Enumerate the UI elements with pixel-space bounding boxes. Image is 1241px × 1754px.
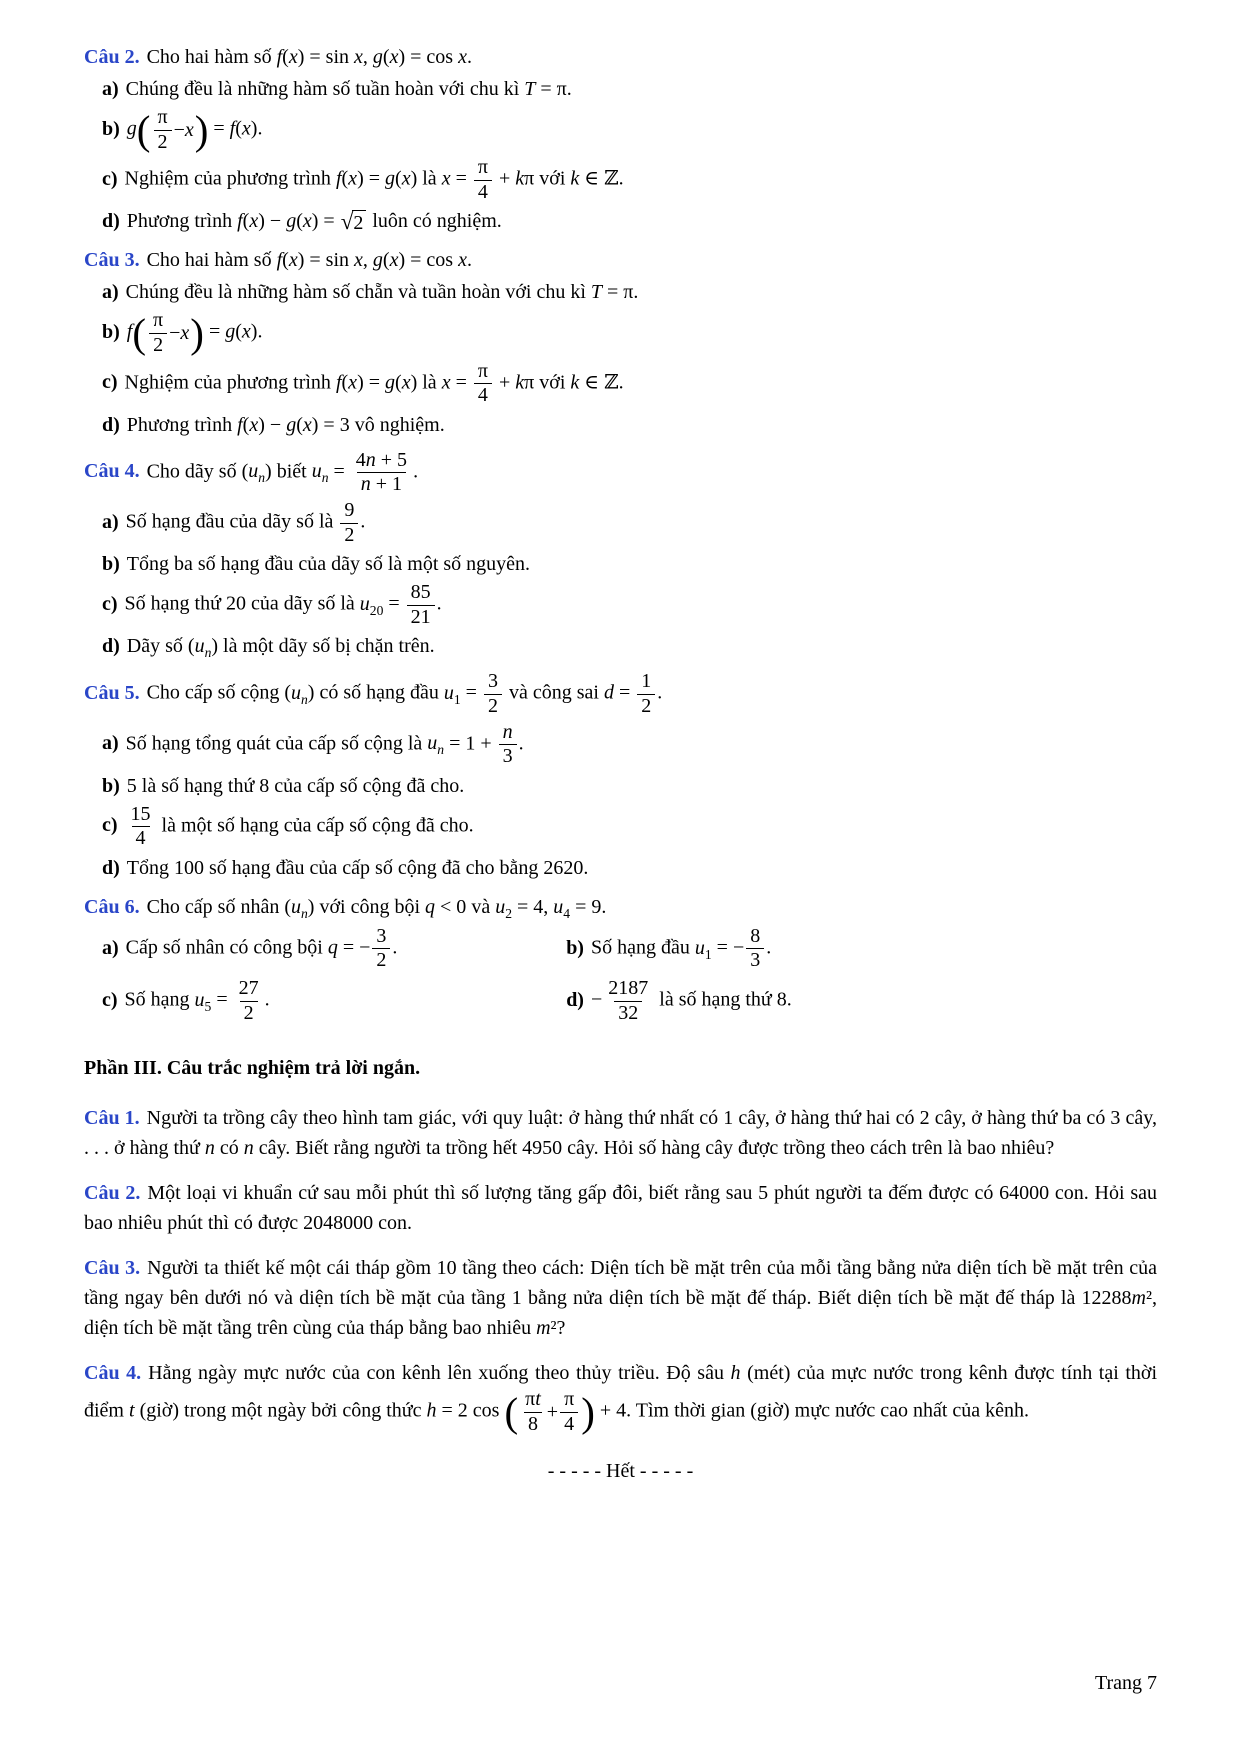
subscripted-term: $u_n$	[248, 460, 266, 486]
fraction: $\frac{85}{21}$	[407, 581, 435, 629]
option: d) Phương trình f(x) − g(x) = √ 2 luôn có nghiệm.	[102, 208, 502, 234]
option-label: a)	[102, 732, 119, 755]
option: b) g ( $\frac{\pi}{2}$ − x ) = f(x).	[102, 106, 263, 153]
option-label: a)	[102, 281, 119, 304]
part3-title: Phần III. Câu trắc nghiệm trả lời ngắn.	[84, 1057, 421, 1080]
option-label: a)	[102, 78, 119, 100]
subscripted-term: $u_{20}$	[359, 592, 384, 618]
options-list	[84, 499, 1157, 661]
subscripted-term: $u_n$	[291, 895, 308, 921]
fraction: $\frac{\pi}{2}$	[153, 106, 171, 154]
short-answer-question: Câu 3. Người ta thiết kế một cái tháp gồm 10 tầng theo cách: Diện tích bề mặt trên của mỗi tầng bằng nửa diện tích bề mặt trên của tầng ngay bên dưới nó và diện tích bề mặt của tầng 1 bằng nửa diện tích bề mặt đế tháp. Biết diện tích bề mặt đế tháp là 12288m², diện tích bề mặt tầng trên cùng của tháp bằng bao nhiêu m²?	[84, 1257, 1157, 1340]
option-label: b)	[102, 774, 120, 797]
option-label: d)	[102, 413, 120, 436]
fraction: $\frac{\pi}{2}$	[149, 309, 167, 357]
square-root: √ 2	[341, 210, 367, 236]
question-stem: Câu 2. Cho hai hàm số f(x) = sin x, g(x) = cos x.	[84, 46, 472, 68]
subscripted-term: $u_n$	[427, 732, 445, 758]
question-number: Câu 4.	[84, 460, 140, 483]
question-number: Câu 3.	[84, 249, 140, 272]
true-false-section	[84, 42, 1157, 1027]
option-label: d)	[102, 210, 120, 233]
question-stem: Câu 4. Cho dãy số $(u_n)$ biết $u_n$ = $\frac{4n + 5}{n + 1}$ .	[84, 448, 419, 496]
option-label: a)	[102, 936, 119, 959]
subscripted-term: $u_2$	[495, 895, 512, 921]
option-label: c)	[102, 592, 118, 615]
option: a) Số hạng tổng quát của cấp số cộng là $u_n = 1$ + $\frac{n}{3}$ .	[102, 720, 524, 768]
option: a) Cấp số nhân có công bội q = − $\frac{3}{2}$ .	[102, 924, 398, 972]
option: d) Phương trình f(x) − g(x) = 3 vô nghiệm.	[102, 413, 445, 436]
short-answer-question: Câu 4. Hằng ngày mực nước của con kênh lên xuống theo thủy triều. Độ sâu h (mét) của mực nước trong kênh được tính tại thời điểm t (giờ) trong một ngày bởi công thức h = 2 cos ( $\frac{\pi t}{8}$ + $\frac{\pi}{4}$ ) + 4. Tìm thời gian (giờ) mực nước cao nhất của kênh.	[84, 1362, 1158, 1435]
question-block	[84, 245, 1157, 439]
question-number: Câu 3.	[84, 1257, 141, 1280]
option-label: b)	[102, 321, 120, 344]
fraction: $\frac{15}{4}$	[130, 802, 151, 850]
fraction: $\frac{3}{2}$	[484, 670, 502, 718]
parenthesis-group: ( $\frac{\pi}{2}$ − x )	[136, 106, 209, 153]
options-list	[84, 923, 1157, 1027]
page-number: Trang 7	[1094, 1672, 1157, 1694]
short-answer-section	[84, 1103, 1157, 1436]
exam-content	[84, 42, 1157, 1486]
options-list	[84, 277, 1157, 439]
question-block	[84, 449, 1157, 662]
option: d) − $\frac{2187}{32}$ là số hạng thứ 8.	[566, 977, 792, 1024]
option: d) Dãy số $(u_n)$ là một dãy số bị chặn trên.	[102, 635, 435, 661]
parenthesis-group: ( $\frac{\pi}{2}$ − x )	[132, 309, 204, 356]
option-label: d)	[102, 856, 120, 879]
subscripted-term: $u_4$	[553, 895, 571, 921]
options-list	[84, 74, 1157, 236]
option: d) Tổng 100 số hạng đầu của cấp số cộng đã cho bằng 2620.	[102, 856, 589, 879]
subscripted-term: $u_1$	[443, 682, 461, 707]
fraction: $\frac{3}{2}$	[372, 925, 390, 973]
question-number: Câu 4.	[84, 1362, 142, 1385]
question-stem: Câu 6. Cho cấp số nhân $(u_n)$ với công bội q < 0 và $u_2 = 4$, $u_4 = 9$.	[84, 895, 607, 921]
end-marker: - - - - - Hết - - - - -	[547, 1460, 694, 1483]
option: c) Nghiệm của phương trình f(x) = g(x) là x = $\frac{\pi}{4}$ + kπ với k ∈ ℤ.	[102, 156, 624, 203]
question-stem: Câu 5. Cho cấp số cộng $(u_n)$ có số hạng đầu $u_1$ = $\frac{3}{2}$ và công sai d = $\frac{1}{2}$ .	[84, 670, 663, 717]
option-label: c)	[102, 371, 118, 394]
question-stem: Câu 3. Cho hai hàm số f(x) = sin x, g(x) = cos x.	[84, 249, 472, 272]
fraction: $\frac{n}{3}$	[499, 721, 517, 769]
option: b) Tổng ba số hạng đầu của dãy số là một số nguyên.	[102, 553, 531, 576]
option-label: c)	[102, 988, 118, 1011]
option-label: c)	[102, 814, 118, 837]
subscripted-term: $u_n$	[291, 682, 308, 707]
option: c) Nghiệm của phương trình f(x) = g(x) là x = $\frac{\pi}{4}$ + kπ với k ∈ ℤ.	[102, 359, 624, 407]
option: a) Số hạng đầu của dãy số là $\frac{9}{2}$ .	[102, 498, 366, 546]
question-block	[84, 892, 1157, 1027]
subscripted-term: $u_n$	[311, 460, 329, 486]
question-block	[84, 670, 1157, 883]
question-number: Câu 6.	[84, 895, 140, 918]
option: b) f ( $\frac{\pi}{2}$ − x ) = g(x).	[102, 309, 263, 356]
option-label: b)	[102, 117, 120, 140]
option-label: a)	[102, 510, 119, 533]
fraction: $\frac{\pi}{4}$	[474, 360, 492, 408]
option: a) Chúng đều là những hàm số tuần hoàn với chu kì T = π.	[102, 78, 572, 100]
option-label: b)	[102, 553, 120, 576]
short-answer-question: Câu 2. Một loại vi khuẩn cứ sau mỗi phút thì số lượng tăng gấp đôi, biết rằng sau 5 phút người ta đếm được có 64000 con. Hỏi sau bao nhiêu phút thì có được 2048000 con.	[84, 1182, 1157, 1235]
fraction: $\frac{8}{3}$	[746, 925, 764, 973]
fraction: $\frac{\pi}{4}$	[560, 1388, 578, 1436]
option: c) Số hạng thứ 20 của dãy số là $u_{20}$ = $\frac{85}{21}$ .	[102, 581, 442, 628]
fraction: $\frac{\pi t}{8}$	[525, 1388, 541, 1435]
fraction: $\frac{2187}{32}$	[608, 977, 649, 1024]
fraction: $\frac{9}{2}$	[340, 499, 358, 547]
option: b) 5 là số hạng thứ 8 của cấp số cộng đã cho.	[102, 774, 465, 797]
question-number: Câu 1.	[84, 1107, 140, 1130]
short-answer-question: Câu 1. Người ta trồng cây theo hình tam giác, với quy luật: ở hàng thứ nhất có 1 cây, ở hàng thứ hai có 2 cây, ở hàng thứ ba có 3 cây, . . . ở hàng thứ n có n cây. Biết rằng người ta trồng hết 4950 cây. Hỏi số hàng cây được trồng theo cách trên là bao nhiêu?	[84, 1107, 1157, 1160]
option-label: d)	[566, 988, 584, 1011]
subscripted-term: $u_1$	[694, 936, 712, 962]
question-block	[84, 42, 1157, 236]
options-list	[84, 721, 1157, 883]
question-number: Câu 2.	[84, 46, 140, 68]
option: a) Chúng đều là những hàm số chẵn và tuần hoàn với chu kì T = π.	[102, 281, 639, 304]
question-number: Câu 2.	[84, 1182, 141, 1205]
option-label: d)	[102, 635, 120, 658]
subscripted-term: $u_5$	[194, 988, 212, 1014]
option-label: c)	[102, 167, 118, 190]
question-number: Câu 5.	[84, 682, 140, 704]
fraction: $\frac{1}{2}$	[637, 670, 655, 718]
option: c) Số hạng $u_5$ = $\frac{27}{2}$ .	[102, 977, 270, 1024]
option-label: b)	[566, 936, 584, 959]
fraction: $\frac{27}{2}$	[238, 977, 259, 1024]
option: c) $\frac{15}{4}$ là một số hạng của cấp số cộng đã cho.	[102, 802, 474, 850]
option: b) Số hạng đầu $u_1$ = − $\frac{8}{3}$ .	[566, 924, 772, 972]
subscripted-term: $u_n$	[194, 635, 212, 661]
fraction: $\frac{4n + 5}{n + 1}$	[355, 448, 408, 496]
fraction: $\frac{\pi}{4}$	[474, 156, 492, 204]
parenthesis-group: ( $\frac{\pi t}{8}$ + $\frac{\pi}{4}$ )	[504, 1388, 595, 1435]
